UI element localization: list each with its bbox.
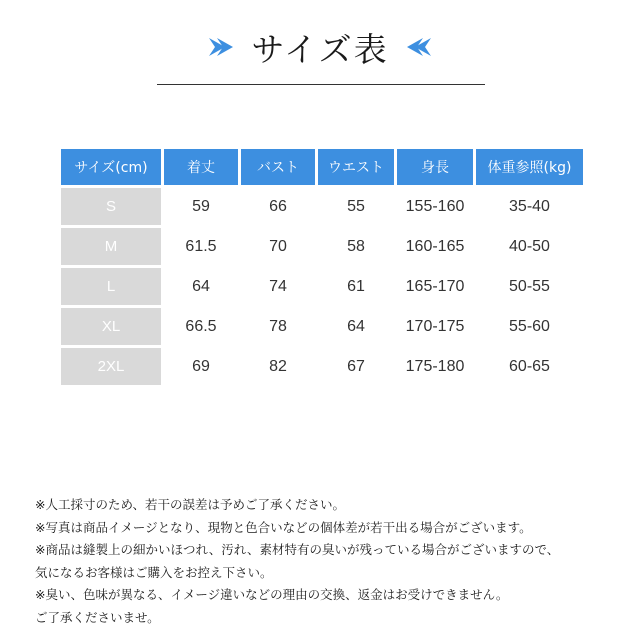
table-header-row xyxy=(61,149,583,185)
header-height: 身長 xyxy=(397,149,473,185)
table-row xyxy=(61,228,583,265)
bust-value: 82 xyxy=(269,357,287,375)
title-block xyxy=(0,22,640,72)
chevron-right-icon xyxy=(207,36,237,58)
notes-block xyxy=(35,494,635,629)
weight-value: 35-40 xyxy=(509,197,550,215)
table-row xyxy=(61,268,583,305)
note-line: ※人工採寸のため、若干の誤差は予めご了承ください。 xyxy=(35,497,345,512)
size-label: L xyxy=(61,268,161,305)
waist-value: 64 xyxy=(347,317,365,335)
bust-value: 78 xyxy=(269,317,287,335)
header-length: 着丈 xyxy=(164,149,238,185)
waist-value: 61 xyxy=(347,277,365,295)
waist-value: 67 xyxy=(347,357,365,375)
weight-value: 40-50 xyxy=(509,237,550,255)
size-label: 2XL xyxy=(61,348,161,385)
waist-value: 58 xyxy=(347,237,365,255)
size-table xyxy=(58,146,586,388)
bust-value: 70 xyxy=(269,237,287,255)
height-value: 170-175 xyxy=(405,317,465,335)
height-value: 160-165 xyxy=(405,237,465,255)
size-label: S xyxy=(61,188,161,225)
bust-value: 66 xyxy=(269,197,287,215)
header-size: サイズ(cm) xyxy=(61,149,161,185)
size-label: M xyxy=(61,228,161,265)
length-value: 59 xyxy=(192,197,210,215)
note-line: ※臭い、色味が異なる、イメージ違いなどの理由の交換、返金はお受けできません。 xyxy=(35,587,509,602)
weight-value: 60-65 xyxy=(509,357,550,375)
page-title: サイズ表 xyxy=(251,29,389,69)
length-value: 69 xyxy=(192,357,210,375)
height-value: 155-160 xyxy=(405,197,465,215)
title-divider xyxy=(157,84,485,85)
length-value: 61.5 xyxy=(185,237,217,255)
note-line: ※写真は商品イメージとなり、現物と色合いなどの個体差が若干出る場合がございます。 xyxy=(35,519,532,535)
header-waist: ウエスト xyxy=(318,149,394,185)
weight-value: 50-55 xyxy=(509,277,550,295)
table-row xyxy=(61,188,583,225)
header-weight: 体重参照(kg) xyxy=(476,149,583,185)
table-row xyxy=(61,308,583,345)
weight-value: 55-60 xyxy=(509,317,550,335)
length-value: 64 xyxy=(192,277,210,295)
length-value: 66.5 xyxy=(185,317,217,335)
note-line: ご了承くださいませ。 xyxy=(35,609,160,625)
height-value: 165-170 xyxy=(405,277,465,295)
height-value: 175-180 xyxy=(405,357,465,375)
note-line: ※商品は縫製上の細かいほつれ、汚れ、素材特有の臭いが残っている場合がございますので、 xyxy=(35,542,560,557)
size-label: XL xyxy=(61,308,161,345)
chevron-left-icon xyxy=(403,36,433,58)
bust-value: 74 xyxy=(269,277,287,295)
waist-value: 55 xyxy=(347,197,365,215)
note-line: 気になるお客様はご購入をお控え下さい。 xyxy=(35,564,273,580)
header-bust: バスト xyxy=(241,149,315,185)
table-row xyxy=(61,348,583,385)
